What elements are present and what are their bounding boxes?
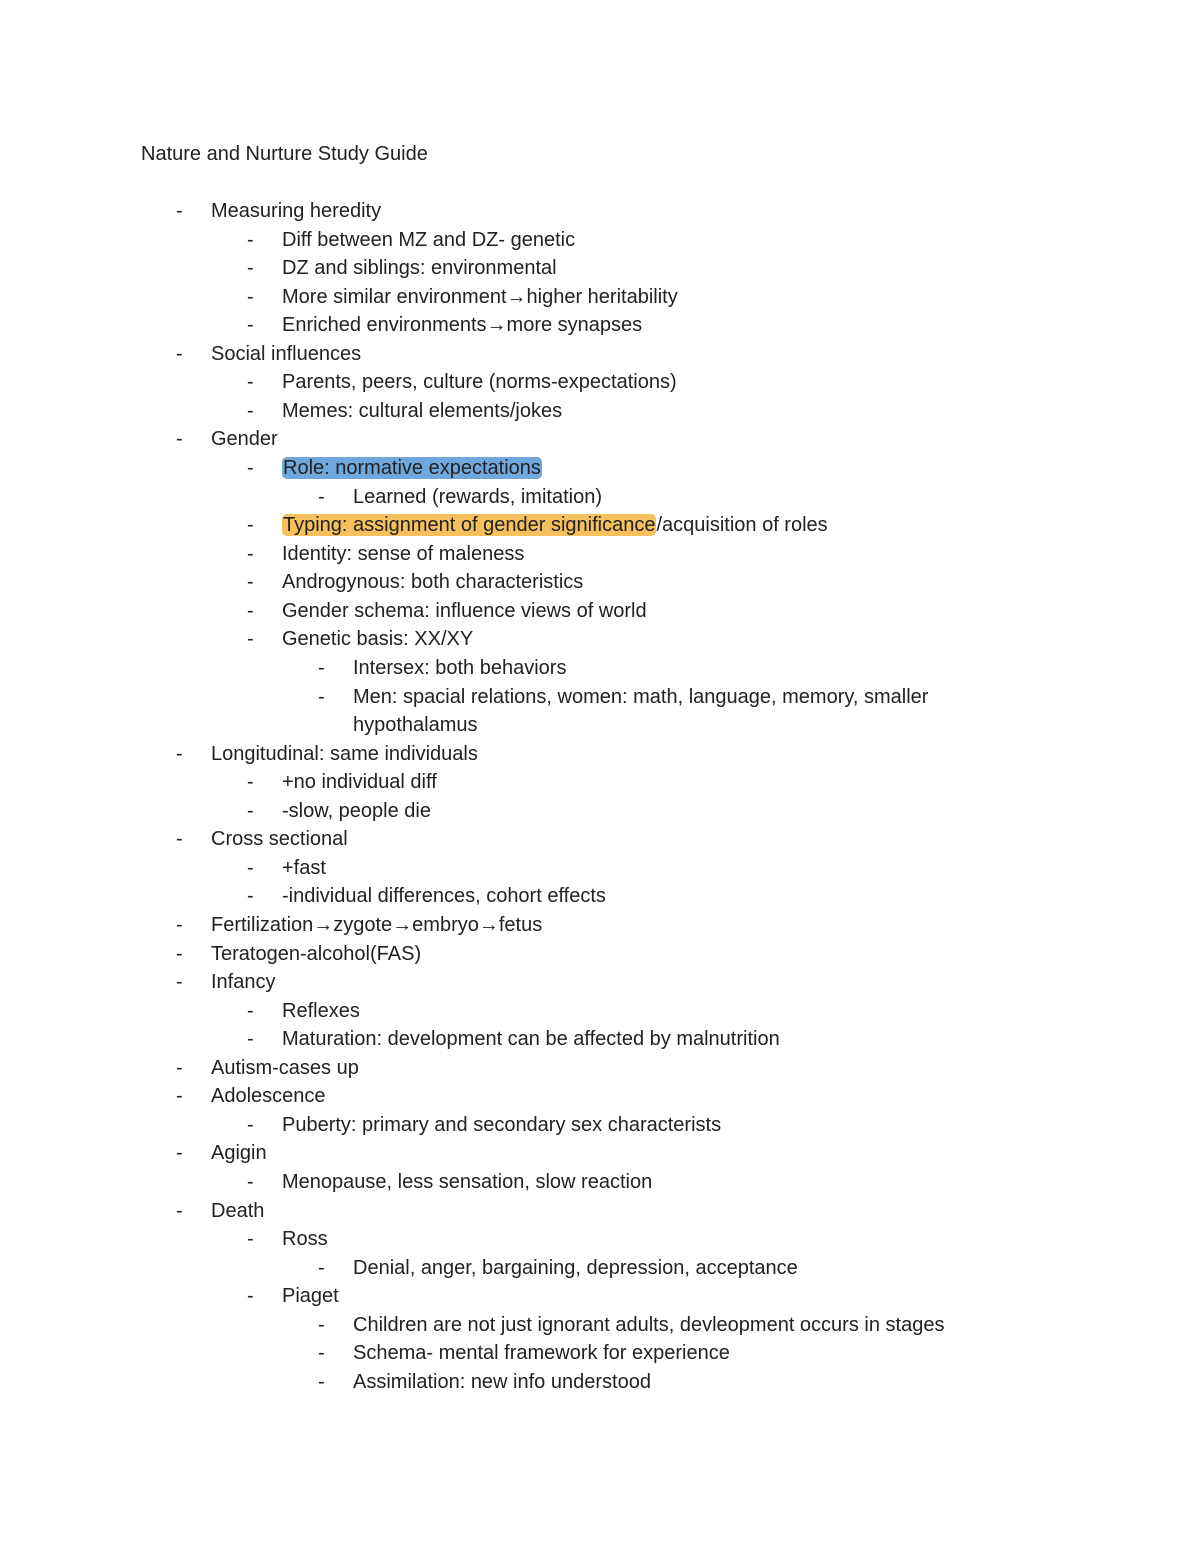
item-text: Parents, peers, culture (norms-expectations) [282,371,677,394]
item-text: Teratogen-alcohol(FAS) [211,942,422,965]
item-text: Genetic basis: XX/XY [282,628,474,651]
bullet-dash: - [247,1171,254,1194]
bullet-dash: - [247,257,254,280]
item-text: Menopause, less sensation, slow reaction [282,1171,653,1194]
bullet-dash: - [247,285,254,308]
list-item-text [211,968,275,996]
item-text: Gender schema: influence views of world [282,599,647,622]
item-text: Assimilation: new info understood [353,1370,651,1393]
list-item-text [211,425,278,453]
list-item-text [282,1111,721,1139]
item-text: Memes: cultural elements/jokes [282,399,563,422]
list-item-text [282,1025,780,1053]
item-text: Men: spacial relations, women: math, language, memory, smaller [353,685,929,708]
item-text: Reflexes [282,999,360,1022]
bullet-dash: - [247,799,254,822]
bullet-dash: - [247,399,254,422]
list-item-text [211,940,421,968]
bullet-dash: - [318,485,325,508]
item-text: Piaget [282,1285,339,1308]
bullet-dash: - [176,1199,183,1222]
list-item-text [282,1225,328,1253]
item-text: Adolescence [211,1085,326,1108]
bullet-dash: - [247,542,254,565]
bullet-dash: - [247,885,254,908]
list-item-text [353,483,602,511]
list-item-text [353,683,928,711]
bullet-dash: - [318,1256,325,1279]
bullet-dash: - [247,314,254,337]
list-item-text [211,197,381,225]
item-text: DZ and siblings: environmental [282,257,557,280]
bullet-dash: - [176,1056,183,1079]
bullet-dash: - [247,571,254,594]
item-text: +fast [282,856,326,879]
bullet-dash: - [247,856,254,879]
bullet-dash: - [247,1113,254,1136]
bullet-dash: - [247,999,254,1022]
item-text: -slow, people die [282,799,431,822]
item-text: Fertilization→zygote→embryo→fetus [211,914,543,936]
list-item-text [353,1368,651,1396]
bullet-dash: - [247,457,254,480]
bullet-dash: - [176,1085,183,1108]
list-item-text [282,568,583,596]
list-item-text [211,740,478,768]
list-item-text [282,283,678,311]
bullet-dash: - [176,200,183,222]
item-text: Enriched environments→more synapses [282,314,643,337]
list-item-text [353,1254,798,1282]
item-text: Maturation: development can be affected by malnutrition [282,1028,780,1051]
list-item-text [282,882,606,910]
list-item-text [211,1139,267,1167]
item-text: Ross [282,1228,328,1251]
list-item-text [353,1311,944,1339]
list-item-text [211,1054,359,1082]
item-text: Autism-cases up [211,1056,359,1079]
item-text: Measuring heredity [211,200,382,222]
item-text: hypothalamus [353,714,478,737]
list-item-text [211,911,542,939]
bullet-dash: - [247,228,254,251]
item-text: Identity: sense of maleness [282,542,525,565]
bullet-dash: - [176,428,183,451]
item-text: Denial, anger, bargaining, depression, acceptance [353,1256,798,1279]
bullet-dash: - [247,1228,254,1251]
bullet-dash: - [247,599,254,622]
bullet-dash: - [176,971,183,994]
list-item-text [282,454,542,482]
item-text: Puberty: primary and secondary sex characterists [282,1113,722,1136]
item-text: Children are not just ignorant adults, devleopment occurs in stages [353,1313,945,1336]
item-text: Agigin [211,1142,267,1165]
list-item-text [282,368,677,396]
list-item-text [282,254,557,282]
list-item-text [282,311,642,339]
list-item-text [211,1082,326,1110]
bullet-dash: - [318,1313,325,1336]
bullet-dash: - [176,828,183,851]
list-item-text [353,711,478,739]
highlighted-text: Typing: assignment of gender significance [283,514,656,537]
item-text: Schema- mental framework for experience [353,1342,730,1365]
item-text: Infancy [211,971,276,994]
item-text: Longitudinal: same individuals [211,742,478,765]
bullet-dash: - [247,771,254,794]
bullet-dash: - [176,742,183,765]
bullet-dash: - [318,1370,325,1393]
list-item-text [282,768,437,796]
list-item-text [211,340,361,368]
item-text-rest: /acquisition of roles [656,514,828,537]
list-item-text [282,511,828,539]
list-item-text [282,854,326,882]
list-item-text [282,226,575,254]
list-item-text [211,825,348,853]
item-text: Androgynous: both characteristics [282,571,584,594]
bullet-dash: - [247,628,254,651]
item-text: Social influences [211,342,362,365]
list-item-text [282,397,562,425]
bullet-dash: - [318,685,325,708]
item-text: Gender [211,428,278,451]
list-item-text [282,797,431,825]
bullet-dash: - [247,1285,254,1308]
item-text: Intersex: both behaviors [353,656,567,679]
item-text: More similar environment→higher heritability [282,285,678,308]
bullet-dash: - [247,514,254,537]
bullet-dash: - [318,656,325,679]
list-item-text [282,597,647,625]
list-item-text [282,997,360,1025]
bullet-dash: - [247,371,254,394]
item-text: Cross sectional [211,828,348,851]
list-item-text [353,1339,730,1367]
item-text: -individual differences, cohort effects [282,885,606,908]
list-item-text [282,625,473,653]
bullet-dash: - [176,942,183,965]
bullet-dash: - [176,1142,183,1165]
item-text: +no individual diff [282,771,437,794]
highlighted-text: Role: normative expectations [283,457,541,480]
list-item-text [353,654,566,682]
bullet-dash: - [176,914,183,936]
item-text: Death [211,1199,265,1222]
item-text: Diff between MZ and DZ- genetic [282,228,576,251]
page-title: Nature and Nurture Study Guide [141,143,428,165]
bullet-dash: - [247,1028,254,1051]
item-text: Learned (rewards, imitation) [353,485,602,508]
list-item-text [282,1168,652,1196]
bullet-dash: - [176,342,183,365]
bullet-dash: - [318,1342,325,1365]
list-item-text [282,1282,339,1310]
list-item-text [282,540,524,568]
list-item-text [211,1197,264,1225]
